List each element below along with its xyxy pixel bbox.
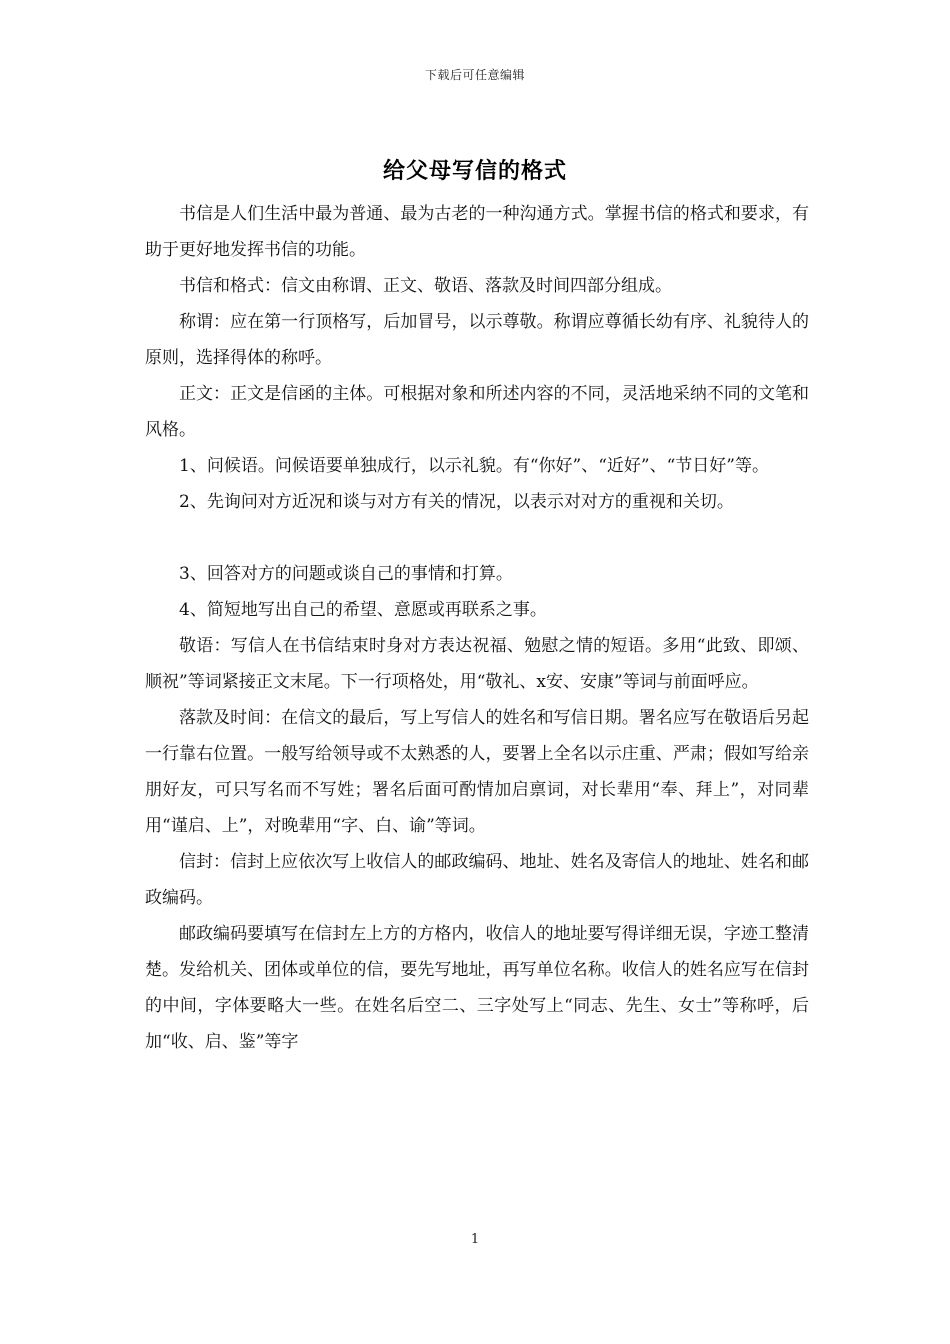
page-number: 1 bbox=[470, 1232, 480, 1247]
paragraph-salutation: 称谓：应在第一行顶格写，后加冒号，以示尊敬。称谓应尊循长幼有序、礼貌待人的原则，选择得体的称呼。 bbox=[145, 312, 809, 368]
document-title: 给父母写信的格式 bbox=[382, 158, 567, 184]
paragraph-envelope: 信封：信封上应依次写上收信人的邮政编码、地址、姓名及寄信人的地址、姓名和邮政编码。 bbox=[145, 852, 809, 908]
paragraph-main-text: 正文：正文是信函的主体。可根据对象和所述内容的不同，灵活地采纳不同的文笔和风格。 bbox=[145, 384, 809, 440]
paragraph-item-2: 2、先询问对方近况和谈与对方有关的情况，以表示对对方的重视和关切。 bbox=[179, 492, 734, 512]
paragraph-item-3: 3、回答对方的问题或谈自己的事情和打算。 bbox=[179, 564, 513, 584]
paragraph-format-overview: 书信和格式：信文由称谓、正文、敬语、落款及时间四部分组成。 bbox=[179, 276, 672, 296]
page-header-note: 下载后可任意编辑 bbox=[424, 68, 525, 82]
paragraph-intro: 书信是人们生活中最为普通、最为古老的一种沟通方式。掌握书信的格式和要求，有助于更好地发挥书信的功能。 bbox=[145, 204, 809, 260]
document-body bbox=[145, 196, 809, 1060]
paragraph-postal-code: 邮政编码要填写在信封左上方的方格内，收信人的地址要写得详细无误，字迹工整清楚。发给机关、团体或单位的信，要先写地址，再写单位名称。收信人的姓名应写在信封的中间，字体要略大一些。在姓名后空二、三字处写上“同志、先生、女士”等称呼，后加“收、启、鉴”等字 bbox=[145, 924, 809, 1052]
paragraph-signature-date: 落款及时间：在信文的最后，写上写信人的姓名和写信日期。署名应写在敬语后另起一行靠右位置。一般写给领导或不太熟悉的人，要署上全名以示庄重、严肃；假如写给亲朋好友，可只写名而不写姓；署名后面可酌情加启禀词，对长辈用“奉、拜上”，对同辈用“谨启、上”，对晚辈用“字、白、谕”等词。 bbox=[145, 708, 809, 836]
paragraph-closing-phrase: 敬语：写信人在书信结束时身对方表达祝福、勉慰之情的短语。多用“此致、即颂、顺祝”等词紧接正文末尾。下一行项格处，用“敬礼、x安、安康”等词与前面呼应。 bbox=[145, 636, 809, 692]
paragraph-item-1: 1、问候语。问候语要单独成行，以示礼貌。有“你好”、“近好”、“节日好”等。 bbox=[179, 456, 769, 476]
blank-line bbox=[145, 520, 809, 556]
paragraph-item-4: 4、简短地写出自己的希望、意愿或再联系之事。 bbox=[179, 600, 547, 620]
